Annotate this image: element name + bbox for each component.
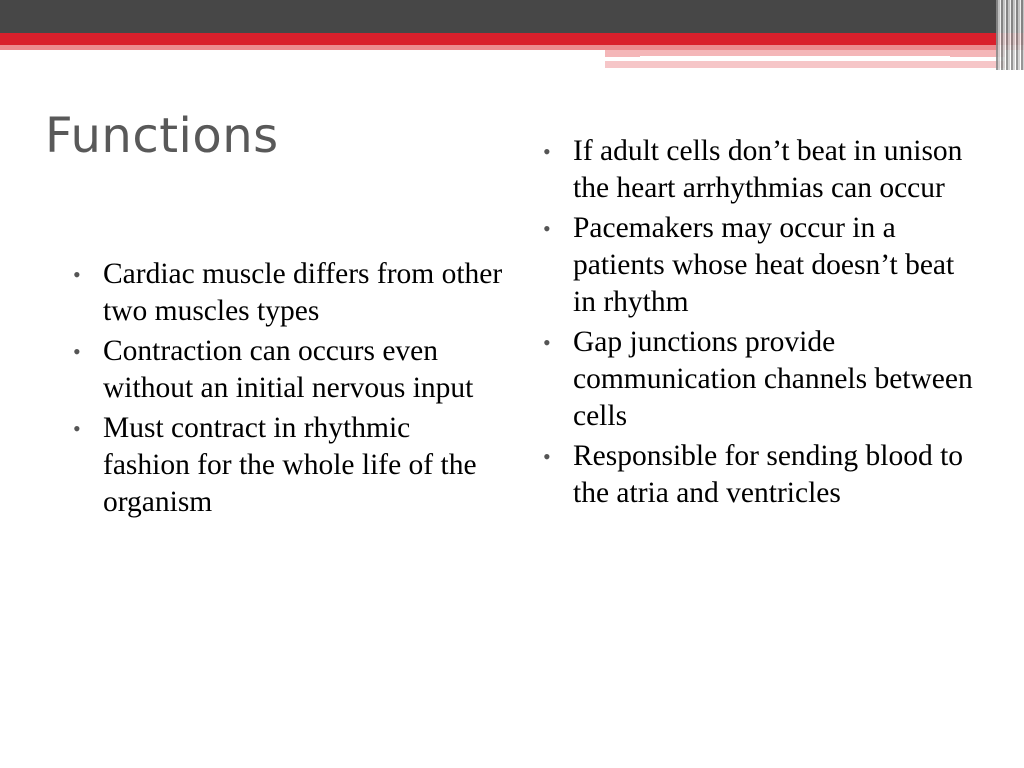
bullet-icon: • <box>543 444 551 469</box>
bullet-icon: • <box>543 139 551 164</box>
bullet-text: Pacemakers may occur in a patients whose heat doesn’t beat in rhythm <box>573 212 955 318</box>
bullet-text: If adult cells don’t beat in unison the heart arrhythmias can occur <box>573 135 963 204</box>
right-bullet-list <box>543 133 973 515</box>
list-item <box>543 210 973 321</box>
bullet-text: Contraction can occurs even without an initial nervous input <box>103 335 474 404</box>
bullet-icon: • <box>543 330 551 355</box>
list-item <box>73 333 503 407</box>
slide-title: Functions <box>45 108 279 164</box>
red-accent-band <box>0 33 1024 45</box>
top-banner <box>0 0 1024 33</box>
pink-decor-strip <box>605 61 1005 68</box>
list-item <box>73 410 503 521</box>
bullet-text: Responsible for sending blood to the atria and ventricles <box>573 440 964 509</box>
list-item <box>543 438 973 512</box>
list-item <box>543 133 973 207</box>
corner-stripes <box>996 0 1024 70</box>
bullet-text: Must contract in rhythmic fashion for the whole life of the organism <box>103 412 477 518</box>
left-bullet-list <box>73 256 503 524</box>
bullet-icon: • <box>73 339 81 364</box>
bullet-text: Gap junctions provide communication channels between cells <box>573 326 973 432</box>
list-item <box>73 256 503 330</box>
decor-line <box>640 56 950 58</box>
bullet-icon: • <box>73 262 81 287</box>
bullet-icon: • <box>73 416 81 441</box>
bullet-text: Cardiac muscle differs from other two muscles types <box>103 258 503 327</box>
list-item <box>543 324 973 435</box>
bullet-icon: • <box>543 216 551 241</box>
